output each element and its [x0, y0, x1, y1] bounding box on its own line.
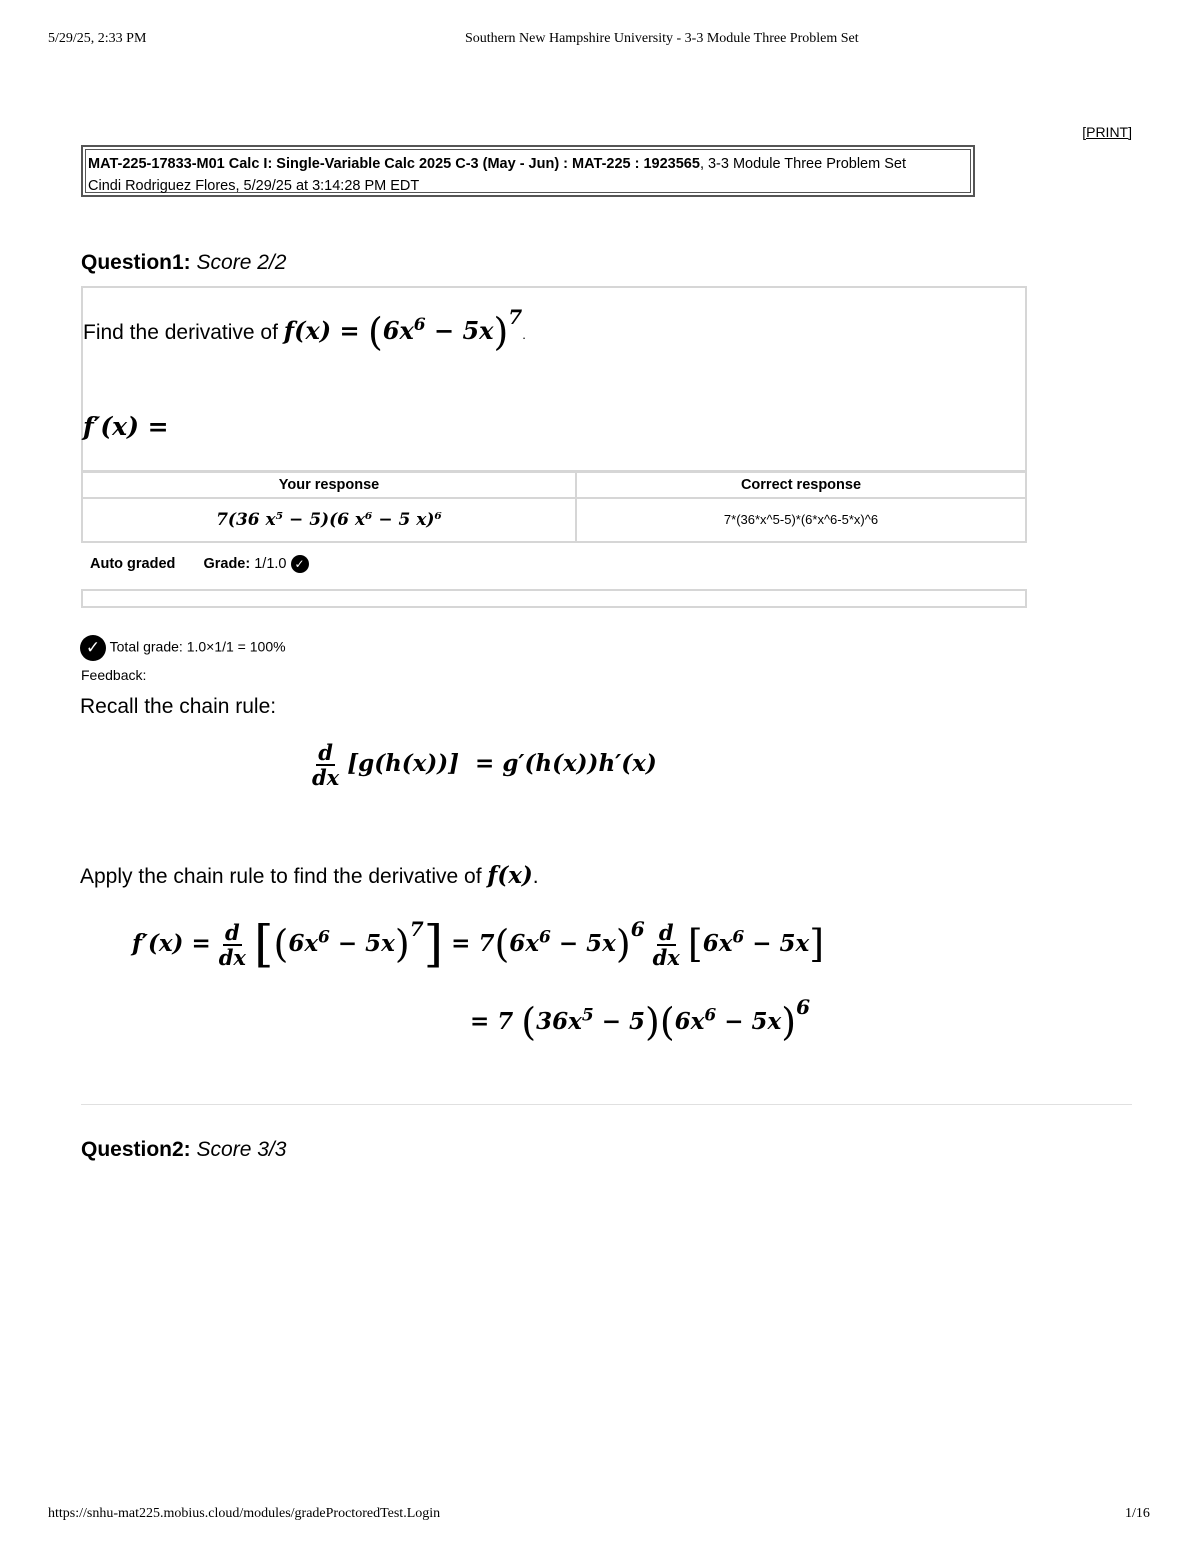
print-datetime: 5/29/25, 2:33 PM [48, 31, 147, 46]
course-name: MAT-225-17833-M01 Calc I: Single-Variable Calc 2025 C-3 (May - Jun) : MAT-225 : 1923565 [88, 156, 700, 172]
feedback-apply-end: . [532, 865, 539, 888]
print-link[interactable]: [PRINT] [1082, 124, 1132, 140]
question-divider [81, 1104, 1132, 1105]
total-grade: Total grade: 1.0×1/1 = 100% [109, 638, 286, 655]
question1-function: $f(x) = (6x^6 - 5x)^7$ [283, 305, 523, 354]
empty-feedback-bar [81, 589, 1027, 608]
feedback-label: Feedback: [81, 667, 147, 683]
course-info-box [81, 145, 975, 197]
grade-line [90, 555, 309, 573]
total-grade-line [80, 635, 286, 661]
check-circle-icon: ✓ [80, 635, 106, 661]
grade-label: Grade: [203, 555, 251, 572]
question1-answer-label: f′(x) = [83, 412, 169, 441]
grade-value: 1/1.0 [254, 555, 287, 572]
response-table-wrap [81, 471, 1027, 543]
feedback-apply-text: Apply the chain rule to find the derivative of [80, 865, 482, 888]
response-table-header [82, 472, 1026, 498]
auto-graded-label: Auto graded [90, 555, 176, 572]
feedback-apply [80, 862, 539, 889]
table-row [82, 498, 1026, 542]
feedback-recall: Recall the chain rule: [80, 695, 277, 718]
feedback-fx: f(x) [487, 862, 533, 889]
derivative-step1: f′(x) = $\frac{d}{dx}$ $[(6x^6 - 5x)^7] = 7(6x^6 - 5x)^6$ $\frac{d}{dx}$ $[6x^6 - 5x]$ [132, 915, 825, 973]
response-table [81, 471, 1027, 543]
question1-heading [81, 251, 286, 275]
correct-response-value: 7*(36*x^5-5)*(6*x^6-5*x)^6 [723, 512, 879, 527]
print-footer-url: https://snhu-mat225.mobius.cloud/modules/gradeProctoredTest.Login [48, 1506, 441, 1521]
question2-label: Question2: [81, 1138, 191, 1161]
print-page-title: Southern New Hampshire University - 3-3 Module Three Problem Set [465, 31, 859, 46]
question2-score: Score 3/3 [196, 1138, 287, 1161]
correct-response-cell [576, 498, 1026, 542]
check-circle-icon: ✓ [291, 555, 309, 573]
question1-prompt [83, 305, 526, 354]
question1-prompt-text: Find the derivative of [83, 321, 278, 344]
your-response-value: 7(36 x⁵ − 5)(6 x⁶ − 5 x)⁶ [216, 510, 442, 530]
student-line: Cindi Rodriguez Flores, 5/29/25 at 3:14:28 PM EDT [88, 178, 420, 194]
question1-label: Question1: [81, 251, 191, 274]
correct-response-header: Correct response [576, 472, 1026, 498]
question1-prompt-end: . [522, 327, 526, 342]
question2-heading [81, 1138, 286, 1162]
assignment-name: , 3-3 Module Three Problem Set [699, 156, 906, 172]
question1-score: Score 2/2 [196, 251, 287, 274]
print-page-number: 1/16 [1125, 1506, 1150, 1521]
question1-box [81, 286, 1027, 472]
your-response-cell [82, 498, 576, 542]
course-line [88, 153, 968, 175]
your-response-header: Your response [82, 472, 576, 498]
derivative-step2: = 7 $(36x^5 - 5)(6x^6 - 5x)^6$ [470, 995, 810, 1044]
chain-rule-formula: $\frac{d}{dx}$ [g(h(x))] = g′(h(x))h′(x) [312, 740, 657, 790]
